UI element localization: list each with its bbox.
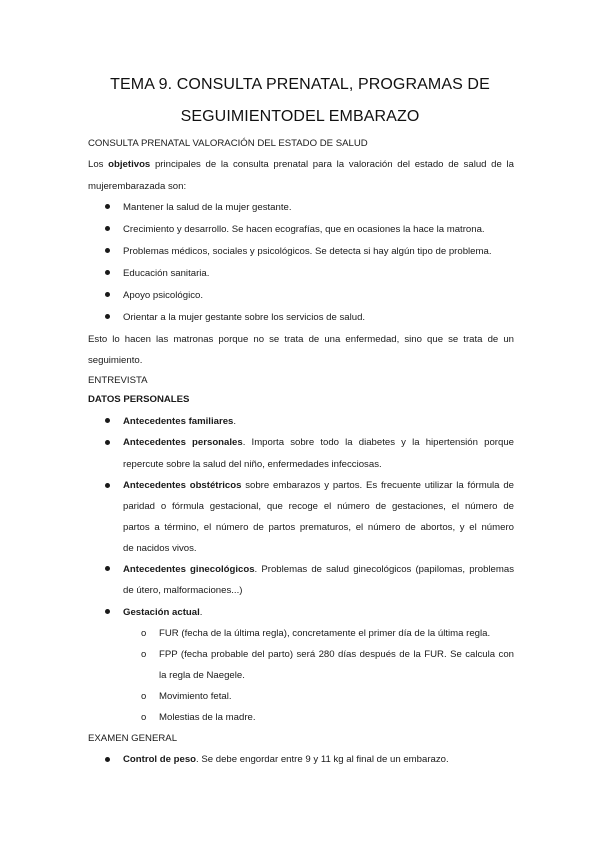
section-heading-consulta: CONSULTA PRENATAL VALORACIÓN DEL ESTADO DE SALUD <box>88 138 368 149</box>
antecedentes-ginecologicos-line2: de útero, malformaciones...) <box>123 585 243 596</box>
ginecologicos-text-1: . Problemas de salud ginecológicos (papilomas, problemas <box>254 564 514 575</box>
bullet-icon <box>105 204 110 209</box>
label-gestacion: Gestación actual <box>123 607 200 618</box>
bullet-icon <box>105 566 110 571</box>
page-title-line2: SEGUIMIENTODEL EMBARAZO <box>180 108 420 125</box>
objective-item: Crecimiento y desarrollo. Se hacen ecografías, que en ocasiones la hace la matrona. <box>123 224 485 235</box>
objective-item: Apoyo psicológico. <box>123 290 203 301</box>
sub-item-fpp-line2: la regla de Naegele. <box>159 670 245 681</box>
bullet-icon <box>105 314 110 319</box>
bullet-icon <box>105 226 110 231</box>
sub-item-molestias: Molestias de la madre. <box>159 712 256 723</box>
obstetricos-text-1: sobre embarazos y partos. Es frecuente utilizar la fórmula de <box>241 480 514 491</box>
heading-datos-personales: DATOS PERSONALES <box>88 394 190 405</box>
bullet-icon <box>105 440 110 445</box>
note-line2: seguimiento. <box>88 355 143 366</box>
objective-item: Problemas médicos, sociales y psicológicos. Se detecta si hay algún tipo de problema. <box>123 246 492 257</box>
antecedentes-personales-line2: repercute sobre la salud del niño, enfermedades infecciosas. <box>123 459 382 470</box>
bullet-icon <box>105 248 110 253</box>
bullet-icon <box>105 292 110 297</box>
objective-item: Mantener la salud de la mujer gestante. <box>123 202 292 213</box>
antecedentes-obstetricos-line1 <box>123 480 514 491</box>
intro-text-a: Los <box>88 159 109 170</box>
intro-paragraph-line2: mujerembarazada son: <box>88 181 187 192</box>
sub-bullet-icon: o <box>141 628 147 639</box>
personales-text-1: . Importa sobre todo la diabetes y la hipertensión porque <box>242 437 514 448</box>
antecedentes-obstetricos-line2: paridad o fórmula gestacional, que recoge el número de gestaciones, el número de <box>123 501 514 512</box>
control-peso <box>123 754 449 765</box>
note-line1: Esto lo hacen las matronas porque no se trata de una enfermedad, sino que se trata de un <box>88 334 514 345</box>
label-obstetricos: Antecedentes obstétricos <box>123 480 242 491</box>
antecedentes-personales-line1 <box>123 437 514 448</box>
intro-bold-objetivos: objetivos <box>108 159 151 170</box>
antecedentes-obstetricos-line3: partos a término, el número de partos prematuros, el número de abortos, y el número <box>123 522 514 533</box>
antecedentes-obstetricos-line4: de nacidos vivos. <box>123 543 197 554</box>
sub-item-fur: FUR (fecha de la última regla), concretamente el primer día de la última regla. <box>159 628 491 639</box>
control-peso-rest: . Se debe engordar entre 9 y 11 kg al final de un embarazo. <box>196 754 449 765</box>
bullet-icon <box>105 418 110 423</box>
objective-item: Orientar a la mujer gestante sobre los servicios de salud. <box>123 312 366 323</box>
sub-item-movimiento: Movimiento fetal. <box>159 691 232 702</box>
bullet-icon <box>105 757 110 762</box>
label-control-peso: Control de peso <box>123 754 197 765</box>
heading-entrevista: ENTREVISTA <box>88 375 148 386</box>
label-familiares: Antecedentes familiares <box>123 416 234 427</box>
antecedentes-familiares <box>123 416 236 427</box>
page-title-line1: TEMA 9. CONSULTA PRENATAL, PROGRAMAS DE <box>110 76 490 93</box>
gestacion-rest: . <box>199 607 203 618</box>
sub-bullet-icon: o <box>141 712 147 723</box>
label-personales: Antecedentes personales <box>123 437 243 448</box>
bullet-icon <box>105 483 110 488</box>
label-ginecologicos: Antecedentes ginecológicos <box>123 564 255 575</box>
sub-item-fpp-line1: FPP (fecha probable del parto) será 280 días después de la FUR. Se calcula con <box>159 649 514 660</box>
bullet-icon <box>105 609 110 614</box>
intro-paragraph-line1 <box>88 159 514 170</box>
objective-item: Educación sanitaria. <box>123 268 210 279</box>
familiares-rest: . <box>233 416 237 427</box>
gestacion-actual <box>123 607 202 618</box>
sub-bullet-icon: o <box>141 691 147 702</box>
heading-examen-general: EXAMEN GENERAL <box>88 733 178 744</box>
antecedentes-ginecologicos-line1 <box>123 564 514 575</box>
intro-text-b: principales de la consulta prenatal para la valoración del estado de salud de la <box>150 159 514 170</box>
bullet-icon <box>105 270 110 275</box>
sub-bullet-icon: o <box>141 649 147 660</box>
